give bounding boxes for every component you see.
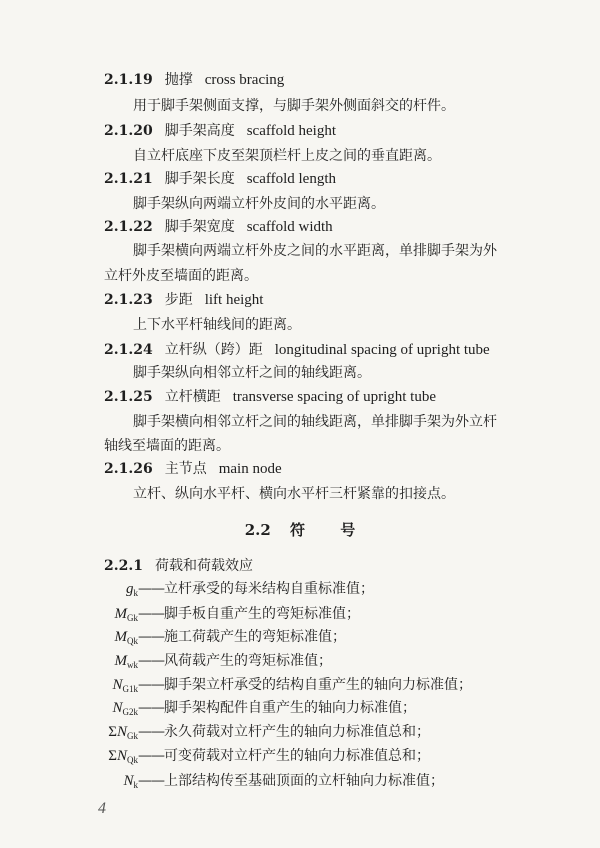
- term-en: scaffold width: [246, 219, 333, 235]
- term-zh: 脚手架长度: [164, 171, 235, 187]
- term-en: lift height: [204, 292, 264, 308]
- term-heading: [104, 71, 284, 89]
- term-number: 2.1.21: [104, 171, 153, 187]
- term-en: main node: [218, 461, 282, 477]
- symbol: [58, 652, 138, 674]
- symbol-base: N: [112, 700, 123, 716]
- symbol-subscript: wk: [127, 660, 138, 670]
- symbol-dash: ——: [138, 773, 164, 789]
- symbol-row: [58, 747, 430, 769]
- symbol-dash: ——: [138, 629, 164, 645]
- symbol-base: M: [114, 606, 127, 622]
- symbol-row: [58, 723, 430, 745]
- subsection-heading: [104, 557, 253, 575]
- symbol: [58, 628, 138, 650]
- symbol-row: [58, 628, 346, 650]
- term-zh: 步距: [164, 292, 193, 308]
- term-number: 2.1.26: [104, 461, 153, 477]
- term-number: 2.1.23: [104, 292, 153, 308]
- symbol-row: [58, 772, 444, 794]
- term-zh: 立杆纵（跨）距: [164, 342, 263, 358]
- symbol-dash: ——: [138, 606, 164, 622]
- symbol-description: 脚手架立杆承受的结构自重产生的轴向力标准值；: [164, 677, 472, 693]
- symbol-subscript: k: [133, 588, 138, 598]
- term-en: scaffold length: [246, 171, 337, 187]
- term-number: 2.1.22: [104, 219, 153, 235]
- term-definition: 用于脚手架侧面支撑，与脚手架外侧面斜交的杆件。: [133, 98, 455, 114]
- symbol-description: 风荷载产生的弯矩标准值；: [164, 653, 332, 669]
- term-definition-continued: 立杆外皮至墙面的距离。: [104, 268, 258, 284]
- symbol-row: [58, 676, 472, 698]
- symbol-base: N: [112, 677, 123, 693]
- symbol: [58, 580, 138, 602]
- symbol-description: 立杆承受的每米结构自重标准值；: [164, 581, 374, 597]
- symbol-row: [58, 580, 374, 602]
- term-heading: [104, 341, 490, 359]
- term-definition: 立杆、纵向水平杆、横向水平杆三杆紧靠的扣接点。: [133, 486, 455, 502]
- symbol-base: N: [116, 748, 127, 764]
- symbol: [58, 747, 138, 769]
- symbol: [58, 605, 138, 627]
- term-zh: 脚手架宽度: [164, 219, 235, 235]
- symbol-base: M: [114, 629, 127, 645]
- symbol-prefix: Σ: [108, 724, 117, 740]
- term-definition: 脚手架横向两端立杆外皮之间的水平距离，单排脚手架为外: [133, 243, 497, 259]
- symbol-subscript: G2k: [122, 707, 138, 717]
- term-number: 2.1.19: [104, 72, 153, 88]
- term-definition-continued: 轴线至墙面的距离。: [104, 438, 230, 454]
- term-en: longitudinal spacing of upright tube: [274, 342, 490, 358]
- symbol-subscript: Qk: [127, 636, 138, 646]
- symbol-row: [58, 605, 360, 627]
- term-number: 2.1.25: [104, 389, 153, 405]
- term-definition: 自立杆底座下皮至架顶栏杆上皮之间的垂直距离。: [133, 148, 441, 164]
- term-number: 2.1.24: [104, 342, 153, 358]
- symbol-dash: ——: [138, 748, 164, 764]
- section-title-b: 号: [340, 521, 356, 539]
- symbol-base: g: [126, 581, 134, 597]
- symbol-description: 脚手板自重产生的弯矩标准值；: [164, 606, 360, 622]
- symbol-description: 脚手架构配件自重产生的轴向力标准值；: [164, 700, 416, 716]
- symbol: [58, 676, 138, 698]
- symbol-dash: ——: [138, 700, 164, 716]
- symbol-base: N: [116, 724, 127, 740]
- symbol-subscript: k: [133, 780, 138, 790]
- symbol-subscript: Gk: [127, 731, 138, 741]
- term-en: scaffold height: [246, 123, 337, 139]
- page-number: 4: [98, 800, 106, 817]
- subsection-title: 荷载和荷载效应: [154, 558, 253, 574]
- term-zh: 立杆横距: [164, 389, 221, 405]
- symbol-dash: ——: [138, 653, 164, 669]
- symbol-subscript: G1k: [122, 684, 138, 694]
- term-heading: [104, 218, 333, 236]
- symbol-description: 施工荷载产生的弯矩标准值；: [164, 629, 346, 645]
- symbol-dash: ——: [138, 677, 164, 693]
- term-en: transverse spacing of upright tube: [232, 389, 436, 405]
- term-en: cross bracing: [204, 72, 285, 88]
- symbol-subscript: Qk: [127, 755, 138, 765]
- symbol-subscript: Gk: [127, 613, 138, 623]
- symbol-prefix: Σ: [108, 748, 117, 764]
- term-zh: 抛撑: [164, 72, 193, 88]
- term-definition: 脚手架纵向两端立杆外皮间的水平距离。: [133, 196, 385, 212]
- symbol-dash: ——: [138, 581, 164, 597]
- symbol-dash: ——: [138, 724, 164, 740]
- section-heading: [0, 519, 600, 540]
- subsection-number: 2.2.1: [104, 558, 143, 574]
- term-definition: 脚手架纵向相邻立杆之间的轴线距离。: [133, 365, 371, 381]
- term-definition: 上下水平杆轴线间的距离。: [133, 317, 301, 333]
- symbol-description: 上部结构传至基础顶面的立杆轴向力标准值；: [164, 773, 444, 789]
- symbol-description: 可变荷载对立杆产生的轴向力标准值总和；: [164, 748, 430, 764]
- term-heading: [104, 170, 336, 188]
- term-number: 2.1.20: [104, 123, 153, 139]
- symbol-base: M: [114, 653, 127, 669]
- term-heading: [104, 122, 336, 140]
- term-zh: 主节点: [164, 461, 207, 477]
- term-heading: [104, 388, 436, 406]
- symbol: [58, 772, 138, 794]
- symbol-row: [58, 699, 416, 721]
- term-heading: [104, 460, 282, 478]
- symbol-row: [58, 652, 332, 674]
- term-definition: 脚手架横向相邻立杆之间的轴线距离，单排脚手架为外立杆: [133, 414, 497, 430]
- term-zh: 脚手架高度: [164, 123, 235, 139]
- symbol-base: N: [123, 773, 134, 789]
- term-heading: [104, 291, 263, 309]
- symbol: [58, 699, 138, 721]
- symbol-description: 永久荷载对立杆产生的轴向力标准值总和；: [164, 724, 430, 740]
- section-number: 2.2: [244, 521, 271, 539]
- symbol: [58, 723, 138, 745]
- section-title-a: 符: [290, 521, 306, 539]
